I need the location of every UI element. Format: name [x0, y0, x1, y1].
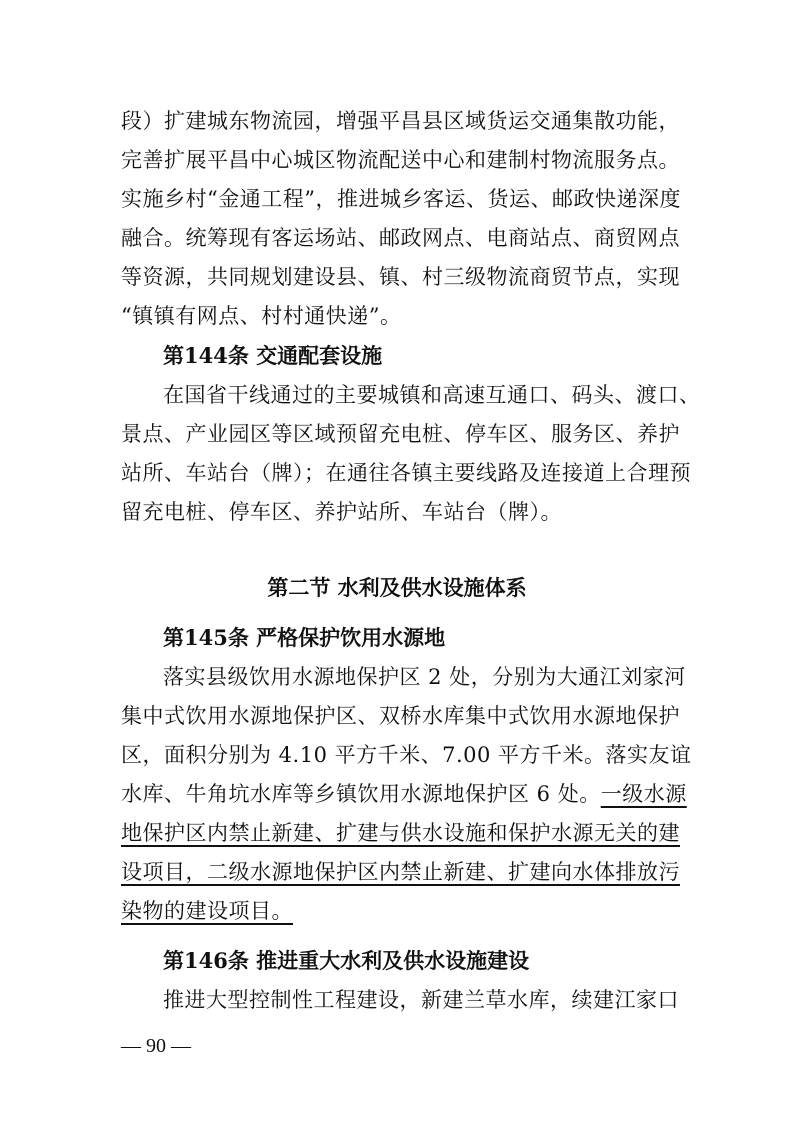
paragraph-text: 水库、牛角坑水库等乡镇饮用水源地保护区 6 处。 — [121, 782, 601, 806]
underlined-line: 设项目，二级水源地保护区内禁止新建、扩建向水体排放污 — [121, 860, 680, 884]
paragraph-line: 在国省干线通过的主要城镇和高速互通口、码头、渡口、 — [163, 383, 701, 407]
paragraph-line: 段）扩建城东物流园，增强平昌县区域货运交通集散功能， — [121, 109, 680, 133]
underlined-text: 染物的建设项目。 — [121, 899, 293, 923]
paragraph-line: “镇镇有网点、村村通快递”。 — [121, 304, 402, 328]
paragraph-line: 落实县级饮用水源地保护区 2 处，分别为大通江刘家河 — [163, 665, 686, 689]
paragraph-line — [121, 896, 677, 926]
paragraph-line: 集中式饮用水源地保护区、双桥水库集中式饮用水源地保护 — [121, 704, 680, 728]
underlined-line: 地保护区内禁止新建、扩建与供水设施和保护水源无关的建 — [121, 821, 680, 845]
page-number: — 90 — — [121, 1035, 191, 1057]
underlined-text: 一级水源 — [600, 782, 687, 806]
paragraph-line: 留充电桩、停车区、养护站所、车站台（牌）。 — [121, 500, 562, 524]
article-145-heading: 第145条 严格保护饮用水源地 — [163, 625, 446, 650]
paragraph-line: 景点、产业园区等区域预留充电桩、停车区、服务区、养护 — [121, 422, 680, 446]
article-146-heading: 第146条 推进重大水利及供水设施建设 — [163, 948, 530, 973]
section-heading: 第二节 水利及供水设施体系 — [267, 575, 527, 600]
paragraph-line: 区，面积分别为 4.10 平方千米、7.00 平方千米。落实友谊 — [121, 743, 692, 767]
paragraph-line: 站所、车站台（牌）；在通往各镇主要线路及连接道上合理预 — [121, 461, 691, 485]
paragraph-line: 推进大型控制性工程建设，新建兰草水库，续建江家口 — [163, 988, 679, 1012]
paragraph-line — [121, 779, 687, 809]
paragraph-line: 完善扩展平昌中心城区物流配送中心和建制村物流服务点。 — [121, 148, 680, 172]
paragraph-line: 等资源，共同规划建设县、镇、村三级物流商贸节点，实现 — [121, 265, 680, 289]
paragraph-line: 实施乡村“金通工程”，推进城乡客运、货运、邮政快递深度 — [121, 187, 681, 211]
article-144-heading: 第144条 交通配套设施 — [163, 343, 383, 368]
paragraph-line: 融合。统筹现有客运场站、邮政网点、电商站点、商贸网点 — [121, 226, 680, 250]
